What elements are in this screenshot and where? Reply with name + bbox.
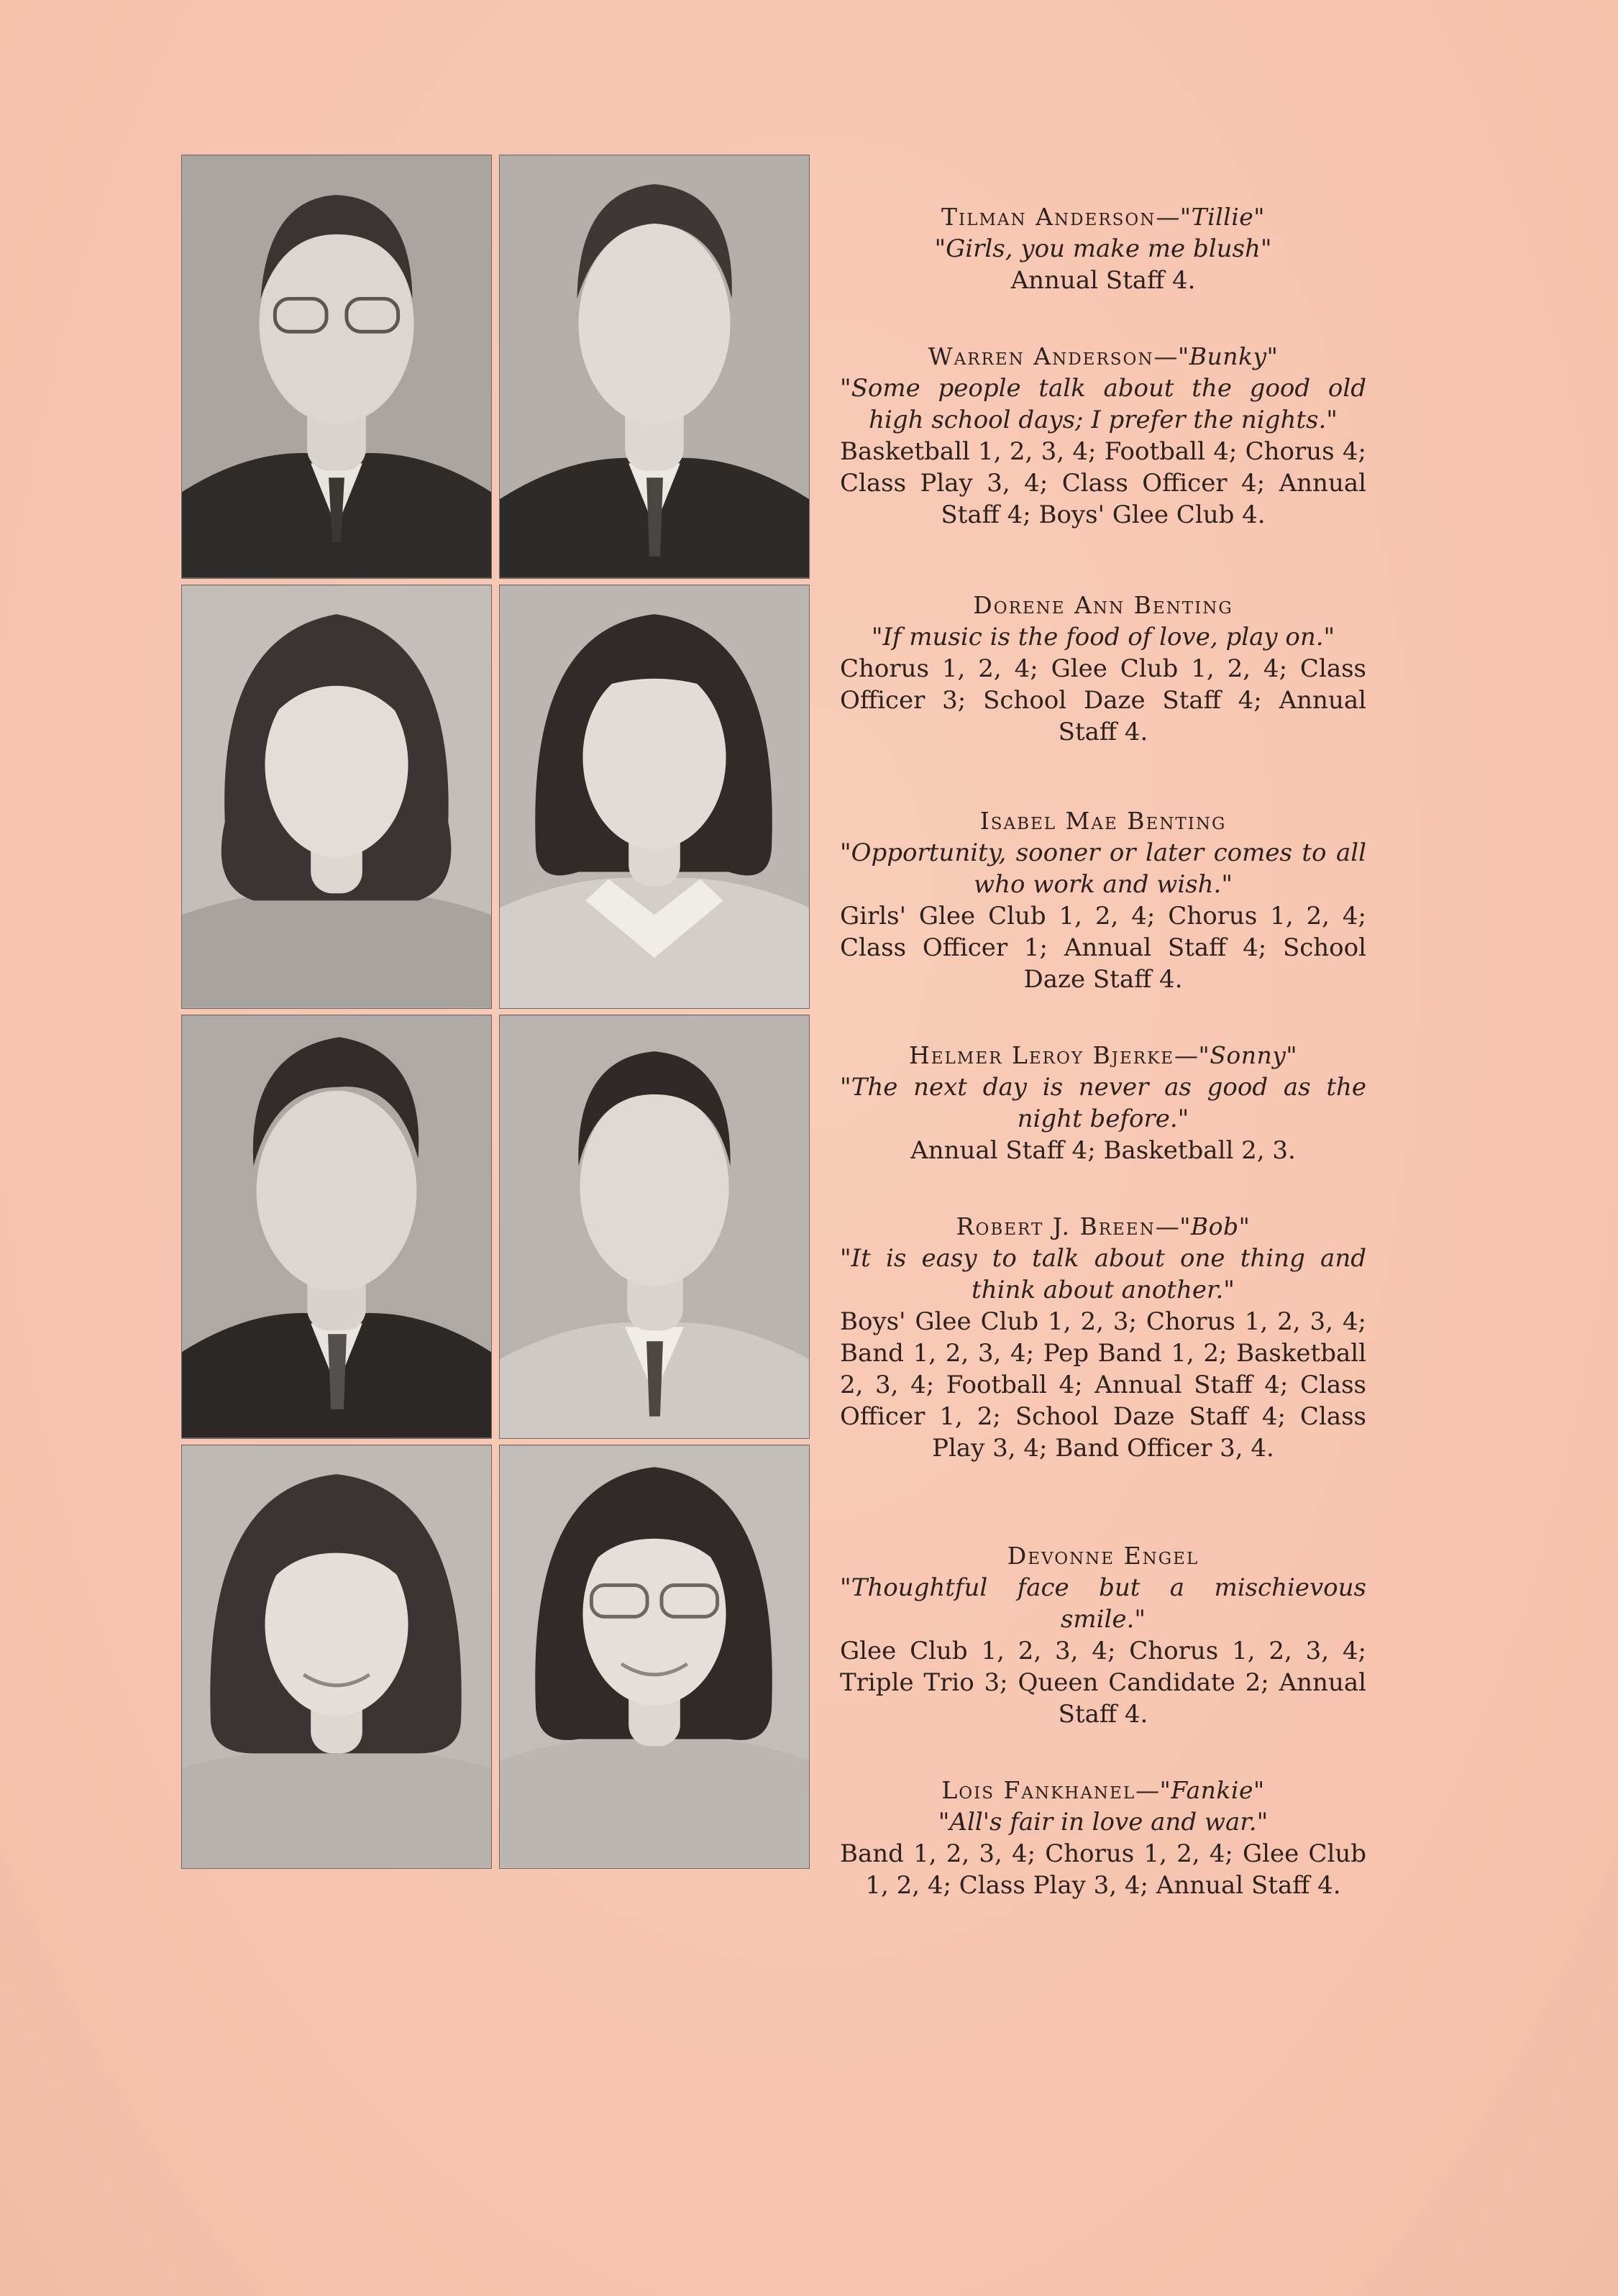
entry-quote: "It is easy to talk about one thing and think about another." xyxy=(840,1244,1366,1304)
photo-robert-j-breen xyxy=(499,1015,810,1439)
entry-quote: "If music is the food of love, play on." xyxy=(871,623,1335,651)
nickname-text: —"Sonny" xyxy=(1174,1041,1298,1069)
entry-dorene-ann-benting xyxy=(840,590,1366,748)
entry-name xyxy=(840,805,1366,837)
entry-quote: "The next day is never as good as the night before." xyxy=(840,1073,1366,1133)
photo-warren-anderson xyxy=(499,155,810,579)
entry-activities: Girls' Glee Club 1, 2, 4; Chorus 1, 2, 4; Class Officer 1; Annual Staff 4; School Daze Staff 4. xyxy=(840,902,1366,994)
name-text: Helmer Leroy Bjerke xyxy=(908,1041,1175,1069)
portrait-silhouette xyxy=(500,1445,809,1868)
entry-name xyxy=(840,1040,1366,1071)
portrait-silhouette xyxy=(500,1015,809,1438)
name-text: Isabel Mae Benting xyxy=(979,807,1227,835)
entry-activities: Annual Staff 4. xyxy=(1010,266,1196,295)
senior-entries xyxy=(840,201,1366,1901)
portrait-silhouette xyxy=(182,155,491,578)
entry-activities: Basketball 1, 2, 3, 4; Football 4; Chorus 4; Class Play 3, 4; Class Officer 4; Annual Staff 4; Boys' Glee Club 4. xyxy=(840,437,1366,529)
portrait-silhouette xyxy=(182,1445,491,1868)
nickname-text: —"Fankie" xyxy=(1135,1776,1265,1804)
entry-activities: Annual Staff 4; Basketball 2, 3. xyxy=(910,1136,1296,1165)
name-text: Tilman Anderson xyxy=(941,203,1156,231)
portrait-silhouette xyxy=(500,585,809,1008)
entry-name xyxy=(840,1540,1366,1572)
entry-activities: Glee Club 1, 2, 3, 4; Chorus 1, 2, 3, 4; Triple Trio 3; Queen Candidate 2; Annual Staff 4. xyxy=(840,1637,1366,1729)
entry-quote: "Some people talk about the good old high school days; I prefer the nights." xyxy=(840,374,1366,434)
entry-tilman-anderson xyxy=(840,201,1366,296)
entry-name xyxy=(840,1775,1366,1806)
entry-name xyxy=(840,590,1366,621)
entry-activities: Boys' Glee Club 1, 2, 3; Chorus 1, 2, 3, 4; Band 1, 2, 3, 4; Pep Band 1, 2; Basketball 2, 3, 4; Football 4; Annual Staff 4; Class Officer 1, 2; School Daze Staff 4; Class Play 3, 4; Band Officer 3, 4. xyxy=(840,1307,1366,1463)
entry-warren-anderson xyxy=(840,341,1366,531)
name-text: Warren Anderson xyxy=(928,342,1154,370)
nickname-text: —"Bob" xyxy=(1155,1212,1251,1240)
photo-lois-fankhanel xyxy=(499,1445,810,1869)
entry-devonne-engel xyxy=(840,1540,1366,1730)
entry-robert-j-breen xyxy=(840,1211,1366,1464)
portrait-silhouette xyxy=(182,585,491,1008)
entry-quote: "Girls, you make me blush" xyxy=(934,234,1272,263)
name-text: Lois Fankhanel xyxy=(941,1776,1136,1804)
portrait-grid xyxy=(181,155,810,1869)
photo-helmer-leroy-bjerke xyxy=(181,1015,492,1439)
entry-activities: Chorus 1, 2, 4; Glee Club 1, 2, 4; Class Officer 3; School Daze Staff 4; Annual Staff 4. xyxy=(840,654,1366,746)
entry-name xyxy=(840,1211,1366,1243)
entry-quote: "Opportunity, sooner or later comes to all who work and wish." xyxy=(840,838,1366,899)
entry-quote: "Thoughtful face but a mischievous smile." xyxy=(840,1573,1366,1634)
entry-helmer-leroy-bjerke xyxy=(840,1040,1366,1166)
entry-quote: "All's fair in love and war." xyxy=(938,1808,1269,1837)
nickname-text: —"Tillie" xyxy=(1156,203,1265,231)
entry-name xyxy=(840,201,1366,233)
name-text: Devonne Engel xyxy=(1007,1542,1199,1570)
entry-lois-fankhanel xyxy=(840,1775,1366,1901)
portrait-silhouette xyxy=(182,1015,491,1438)
photo-isabel-mae-benting xyxy=(499,585,810,1009)
name-text: Dorene Ann Benting xyxy=(973,591,1233,619)
photo-devonne-engel xyxy=(181,1445,492,1869)
name-text: Robert J. Breen xyxy=(956,1212,1156,1240)
photo-dorene-ann-benting xyxy=(181,585,492,1009)
photo-tilman-anderson xyxy=(181,155,492,579)
nickname-text: —"Bunky" xyxy=(1153,342,1279,370)
entry-activities: Band 1, 2, 3, 4; Chorus 1, 2, 4; Glee Club 1, 2, 4; Class Play 3, 4; Annual Staff 4. xyxy=(840,1839,1366,1900)
portrait-silhouette xyxy=(500,155,809,578)
entry-name xyxy=(840,341,1366,372)
entry-isabel-mae-benting xyxy=(840,805,1366,995)
